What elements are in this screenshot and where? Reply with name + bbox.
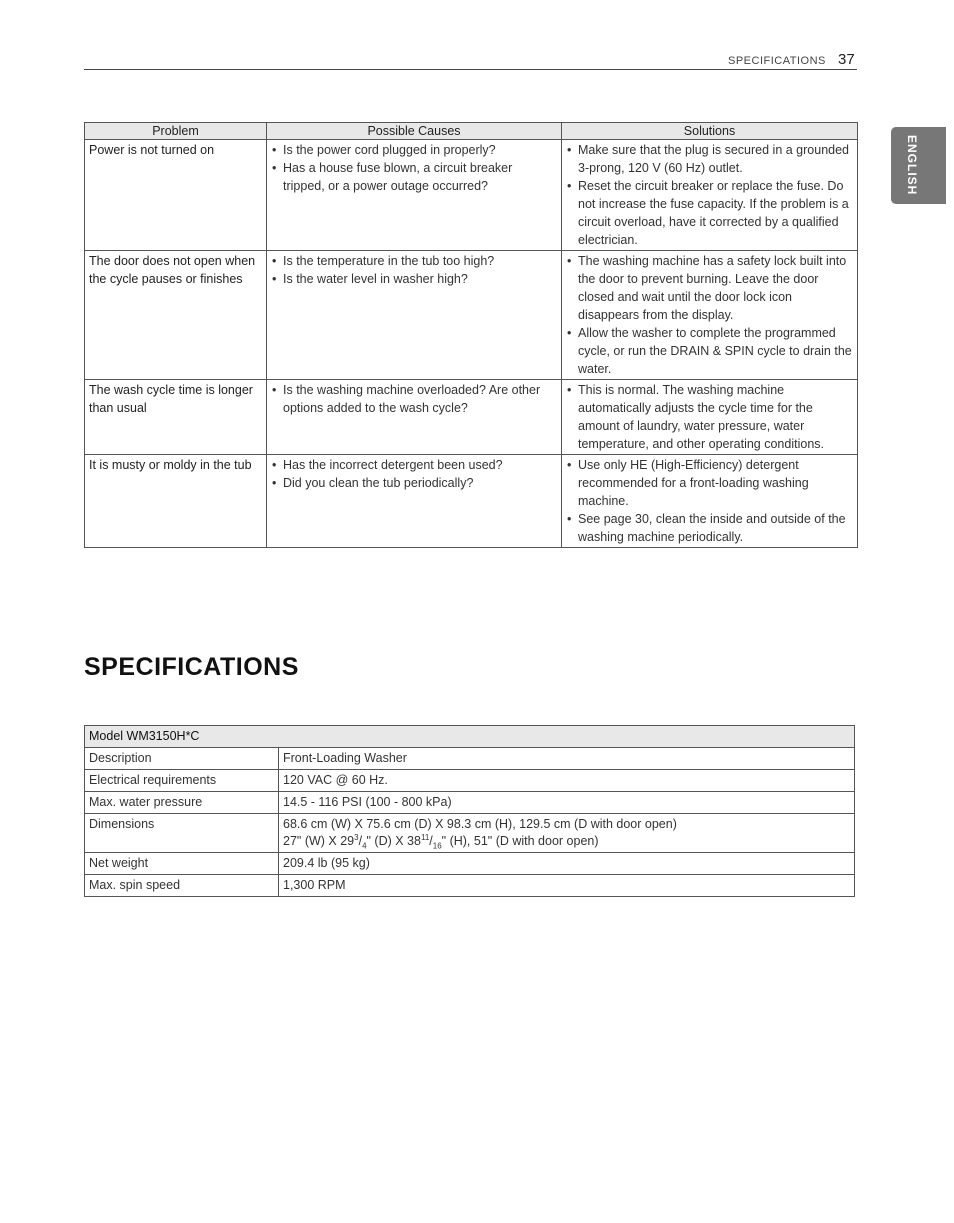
- list-item: • Use only HE (High-Efficiency) detergent recommended for a front-loading washing machine.: [566, 456, 853, 510]
- list-item: • Make sure that the plug is secured in a grounded 3-prong, 120 V (60 Hz) outlet.: [566, 141, 853, 177]
- page-number: 37: [838, 51, 855, 68]
- spec-value: 1,300 RPM: [279, 875, 855, 897]
- table-row: [85, 853, 855, 875]
- list-item: • This is normal. The washing machine automatically adjusts the cycle time for the amount of laundry, water pressure, water temperature, and other operating conditions.: [566, 381, 853, 453]
- section-title: SPECIFICATIONS: [84, 653, 299, 681]
- model-header: Model WM3150H*C: [85, 726, 855, 748]
- list-item: • Has the incorrect detergent been used?: [271, 456, 557, 474]
- spec-value: Front-Loading Washer: [279, 748, 855, 770]
- table-row: [85, 251, 858, 380]
- spec-label: Description: [85, 748, 279, 770]
- spec-value: 120 VAC @ 60 Hz.: [279, 770, 855, 792]
- column-header-solutions: Solutions: [562, 123, 858, 140]
- fraction-numerator: 11: [420, 832, 430, 842]
- problem-cell: The door does not open when the cycle pauses or finishes: [85, 251, 267, 380]
- list-item: • Is the temperature in the tub too high?: [271, 252, 557, 270]
- table-row: [85, 792, 855, 814]
- spec-label: Dimensions: [85, 814, 279, 853]
- table-row: [85, 726, 855, 748]
- fraction-numerator: 3: [354, 832, 359, 842]
- fraction-denominator: 4: [362, 841, 367, 851]
- column-header-problem: Problem: [85, 123, 267, 140]
- solutions-cell: [562, 455, 858, 548]
- list-item: • The washing machine has a safety lock built into the door to prevent burning. Leave the door closed and wait until the door lock icon disappears from the display.: [566, 252, 853, 324]
- language-tab: [891, 127, 946, 204]
- spec-value: 14.5 - 116 PSI (100 - 800 kPa): [279, 792, 855, 814]
- problem-cell: It is musty or moldy in the tub: [85, 455, 267, 548]
- table-row: [85, 455, 858, 548]
- list-item: • Is the power cord plugged in properly?: [271, 141, 557, 159]
- causes-cell: [267, 140, 562, 251]
- list-item: • Allow the washer to complete the programmed cycle, or run the DRAIN & SPIN cycle to drain the water.: [566, 324, 853, 378]
- dim-depth-text: " (D) X 38: [366, 834, 421, 848]
- table-row: [85, 380, 858, 455]
- language-tab-label: ENGLISH: [905, 135, 919, 196]
- dimensions-imperial: 27" (W) X $29^3/_4$" (D) X $38^{11}/_{16}$" (H), 51" (D with door open): [283, 832, 599, 851]
- specifications-table: [84, 725, 855, 897]
- table-row: [85, 748, 855, 770]
- causes-cell: [267, 251, 562, 380]
- fraction-denominator: 16: [432, 841, 442, 851]
- list-item: • See page 30, clean the inside and outside of the washing machine periodically.: [566, 510, 853, 546]
- table-row: [85, 875, 855, 897]
- spec-label: Max. water pressure: [85, 792, 279, 814]
- spec-label: Electrical requirements: [85, 770, 279, 792]
- table-row: [85, 770, 855, 792]
- spec-label: Net weight: [85, 853, 279, 875]
- troubleshooting-table: [84, 122, 858, 548]
- problem-cell: The wash cycle time is longer than usual: [85, 380, 267, 455]
- solutions-cell: [562, 380, 858, 455]
- dim-height-text: " (H), 51" (D with door open): [441, 834, 599, 848]
- table-row: [85, 140, 858, 251]
- list-item: • Did you clean the tub periodically?: [271, 474, 557, 492]
- causes-cell: [267, 380, 562, 455]
- table-row: [85, 814, 855, 853]
- dim-width-text: 27" (W) X 29: [283, 834, 355, 848]
- solutions-cell: [562, 140, 858, 251]
- list-item: • Is the water level in washer high?: [271, 270, 557, 288]
- solutions-cell: [562, 251, 858, 380]
- dimensions-metric: 68.6 cm (W) X 75.6 cm (D) X 98.3 cm (H), 129.5 cm (D with door open): [283, 817, 677, 831]
- spec-label: Max. spin speed: [85, 875, 279, 897]
- header-divider: [84, 69, 857, 70]
- list-item: • Has a house fuse blown, a circuit breaker tripped, or a power outage occurred?: [271, 159, 557, 195]
- problem-cell: Power is not turned on: [85, 140, 267, 251]
- column-header-causes: Possible Causes: [267, 123, 562, 140]
- section-label: SPECIFICATIONS: [728, 55, 826, 67]
- spec-value: 209.4 lb (95 kg): [279, 853, 855, 875]
- list-item: • Reset the circuit breaker or replace the fuse. Do not increase the fuse capacity. If the problem is a circuit overload, have it corrected by a qualified electrician.: [566, 177, 853, 249]
- causes-cell: [267, 455, 562, 548]
- table-header-row: [85, 123, 858, 140]
- spec-value: [279, 814, 855, 853]
- list-item: • Is the washing machine overloaded? Are other options added to the wash cycle?: [271, 381, 557, 417]
